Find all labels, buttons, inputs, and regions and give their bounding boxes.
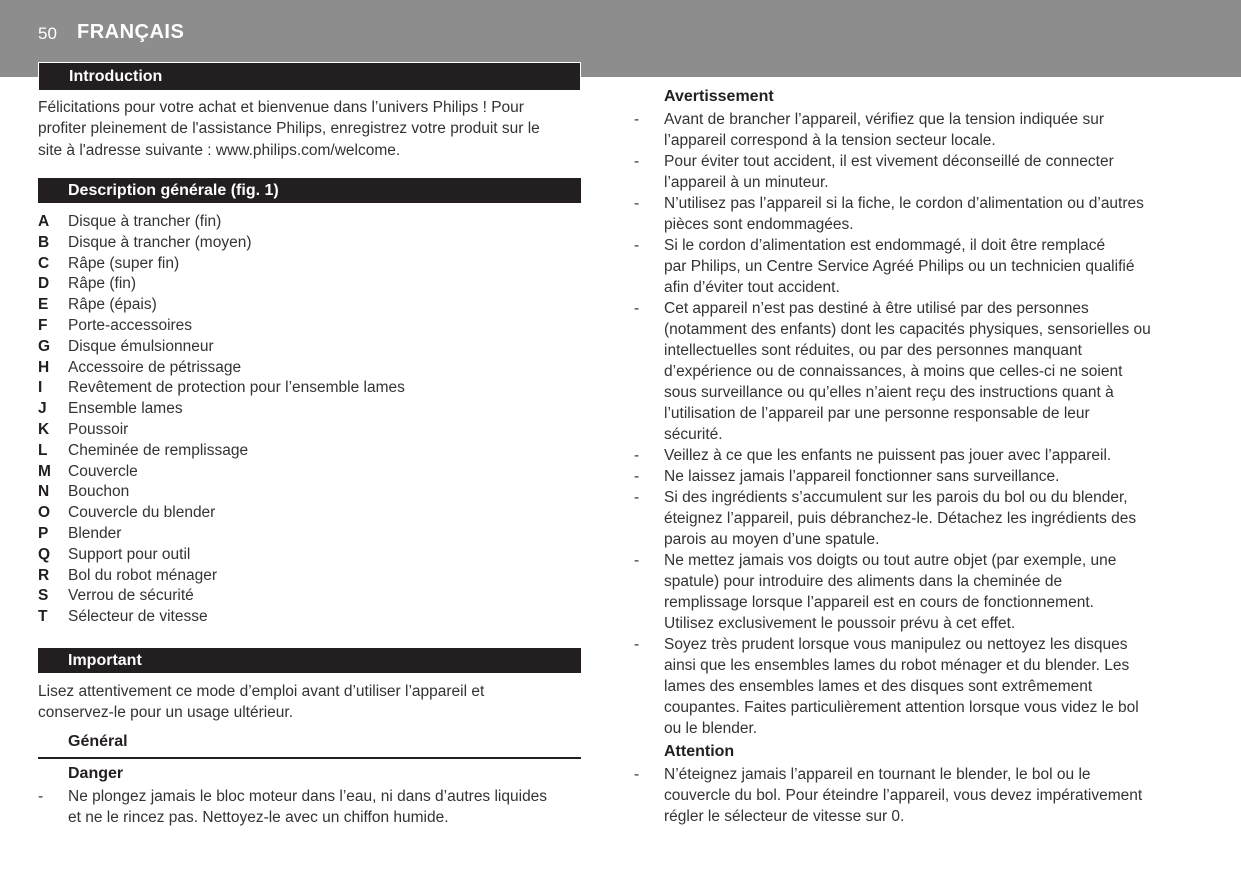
- bullet-item: [634, 298, 1194, 445]
- bullet-dash: -: [634, 552, 640, 569]
- item-label: Accessoire de pétrissage: [68, 358, 242, 376]
- item-key: L: [38, 441, 48, 459]
- page-number: 50: [38, 24, 57, 43]
- item-label: Poussoir: [68, 420, 129, 438]
- list-item: [38, 254, 405, 275]
- bullet-text: Si des ingrédients s’accumulent sur les parois du bol ou du blender, éteignez l’appareil, puis débranchez-le. Détachez les ingrédients des parois au moyen d’une spatule.: [664, 489, 1137, 548]
- item-key: F: [38, 316, 48, 334]
- bullet-dash: -: [634, 636, 640, 653]
- parts-list: [38, 212, 405, 628]
- item-key: J: [38, 400, 47, 418]
- item-key: R: [38, 566, 50, 584]
- item-label: Râpe (super fin): [68, 254, 180, 272]
- item-key: H: [38, 358, 50, 376]
- item-label: Revêtement de protection pour l’ensemble lames: [68, 379, 405, 397]
- item-key: M: [38, 462, 51, 480]
- item-label: Couvercle: [68, 462, 138, 480]
- list-item: [38, 337, 405, 358]
- warning-list: [634, 109, 1194, 739]
- list-item: [38, 420, 405, 441]
- item-label: Disque à trancher (fin): [68, 213, 222, 230]
- bullet-dash: -: [634, 153, 640, 170]
- list-item: [38, 212, 405, 233]
- bullet-text: Pour éviter tout accident, il est vivement déconseillé de connecter l’appareil à un minuteur.: [664, 153, 1114, 191]
- item-key: P: [38, 524, 49, 542]
- list-item: [38, 358, 405, 379]
- bullet-text: N’utilisez pas l’appareil si la fiche, le cordon d’alimentation ou d’autres pièces sont endommagées.: [664, 195, 1144, 233]
- bullet-dash: -: [634, 468, 640, 485]
- bullet-text: N’éteignez jamais l’appareil en tournant le blender, le bol ou le couvercle du bol. Pour éteindre l’appareil, vous devez impérativement régler le sélecteur de vitesse sur 0.: [664, 766, 1143, 825]
- item-label: Disque émulsionneur: [68, 337, 214, 355]
- list-item: [38, 503, 405, 524]
- item-label: Sélecteur de vitesse: [68, 608, 208, 626]
- bullet-dash: -: [634, 111, 640, 128]
- bullet-dash: -: [634, 300, 640, 317]
- bullet-dash: -: [38, 788, 44, 805]
- bullet-dash: -: [634, 766, 640, 783]
- bullet-text: Ne mettez jamais vos doigts ou tout autre objet (par exemple, une spatule) pour introduire des aliments dans la cheminée de remplissage lorsque l’appareil est en cours de fonctionnement. Utilisez exclusivement le poussoir prévu à cet effet.: [664, 552, 1117, 632]
- item-label: Cheminée de remplissage: [68, 441, 249, 459]
- item-label: Couvercle du blender: [68, 504, 216, 522]
- bullet-item: [634, 151, 1194, 193]
- introduction-text: Félicitations pour votre achat et bienvenue dans l’univers Philips ! Pour profiter pleinement de l'assistance Philips, enregistrez votre produit sur le site à l'adresse suivante : www.philips.com/welcome.: [38, 99, 540, 159]
- heading-warning: Avertissement: [664, 88, 774, 105]
- list-item: [38, 399, 405, 420]
- item-label: Porte-accessoires: [68, 316, 193, 334]
- heading-general: Général: [68, 733, 128, 750]
- danger-list: [38, 786, 583, 828]
- bullet-text: Avant de brancher l’appareil, vérifiez que la tension indiquée sur l’appareil correspond à la tension secteur locale.: [664, 111, 1105, 149]
- list-item: [38, 482, 405, 503]
- item-key: T: [38, 608, 48, 626]
- item-key: I: [38, 379, 43, 397]
- bullet-text: Veillez à ce que les enfants ne puissent pas jouer avec l’appareil.: [664, 447, 1112, 464]
- item-key: S: [38, 587, 49, 605]
- list-item: [38, 545, 405, 566]
- item-label: Râpe (fin): [68, 275, 137, 293]
- heading-important: Important: [38, 648, 581, 673]
- heading-description: Description générale (fig. 1): [38, 178, 581, 203]
- item-key: N: [38, 483, 50, 501]
- item-label: Disque à trancher (moyen): [68, 233, 252, 251]
- item-label: Ensemble lames: [68, 400, 183, 418]
- bullet-text: Si le cordon d’alimentation est endommagé, il doit être remplacé par Philips, un Centre Service Agréé Philips ou un technicien qualifié afin d’éviter tout accident.: [664, 237, 1135, 296]
- item-label: Blender: [68, 524, 122, 542]
- bullet-dash: -: [634, 237, 640, 254]
- bullet-text: Ne plongez jamais le bloc moteur dans l’eau, ni dans d’autres liquides et ne le rincez pas. Nettoyez-le avec un chiffon humide.: [68, 788, 548, 826]
- bullet-item: [634, 466, 1194, 487]
- list-item: [38, 441, 405, 462]
- list-item: [38, 233, 405, 254]
- bullet-text: Ne laissez jamais l’appareil fonctionner sans surveillance.: [664, 468, 1060, 485]
- item-label: Bol du robot ménager: [68, 566, 218, 584]
- bullet-item: [634, 764, 1194, 827]
- heading-caution: Attention: [664, 743, 735, 760]
- item-key: D: [38, 275, 50, 293]
- bullet-dash: -: [634, 195, 640, 212]
- bullet-item: [634, 550, 1194, 634]
- item-key: K: [38, 420, 50, 438]
- item-label: Bouchon: [68, 483, 130, 501]
- list-item: [38, 566, 405, 587]
- bullet-dash: -: [634, 489, 640, 506]
- item-key: G: [38, 337, 51, 355]
- bullet-item: [634, 235, 1194, 298]
- bullet-item: [634, 487, 1194, 550]
- bullet-item: [634, 193, 1194, 235]
- divider: [38, 757, 581, 759]
- bullet-text: Soyez très prudent lorsque vous manipulez ou nettoyez les disques ainsi que les ensembles lames du robot ménager et du blender. Les lames des ensembles lames et des disques sont extrêmement coupantes. Faites particulièrement attention lorsque vous videz le bol ou le blender.: [664, 636, 1139, 737]
- important-text: Lisez attentivement ce mode d’emploi avant d’utiliser l’appareil et conservez-le pour un usage ultérieur.: [38, 683, 485, 722]
- caution-list: [634, 764, 1194, 827]
- bullet-dash: -: [634, 447, 640, 464]
- heading-introduction: Introduction: [38, 62, 581, 91]
- item-key: Q: [38, 545, 51, 563]
- list-item: [38, 586, 405, 607]
- list-item: [38, 274, 405, 295]
- item-key: B: [38, 233, 50, 251]
- item-key: E: [38, 296, 49, 314]
- language-title: FRANÇAIS: [77, 21, 185, 43]
- item-label: Support pour outil: [68, 545, 191, 563]
- item-label: Verrou de sécurité: [68, 587, 194, 605]
- bullet-item: [634, 109, 1194, 151]
- item-label: Râpe (épais): [68, 296, 157, 314]
- bullet-item: [634, 634, 1194, 739]
- list-item: [38, 462, 405, 483]
- bullet-text: Cet appareil n’est pas destiné à être utilisé par des personnes (notamment des enfants) dont les capacités physiques, sensorielles ou intellectuelles sont réduites, ou par des personnes manquant d’expérience ou de connaissances, à moins que celles-ci ne soient sous surveillance ou qu’elles n’aient reçu des instructions quant à l’utilisation de l’appareil par une personne responsable de leur sécurité.: [664, 300, 1151, 443]
- list-item: [38, 607, 405, 628]
- list-item: [38, 524, 405, 545]
- bullet-item: [634, 445, 1194, 466]
- item-key: A: [38, 213, 50, 230]
- list-item: [38, 316, 405, 337]
- item-key: O: [38, 504, 51, 522]
- bullet-item: [38, 786, 583, 828]
- list-item: [38, 295, 405, 316]
- heading-danger: Danger: [68, 765, 124, 782]
- item-key: C: [38, 254, 50, 272]
- list-item: [38, 378, 405, 399]
